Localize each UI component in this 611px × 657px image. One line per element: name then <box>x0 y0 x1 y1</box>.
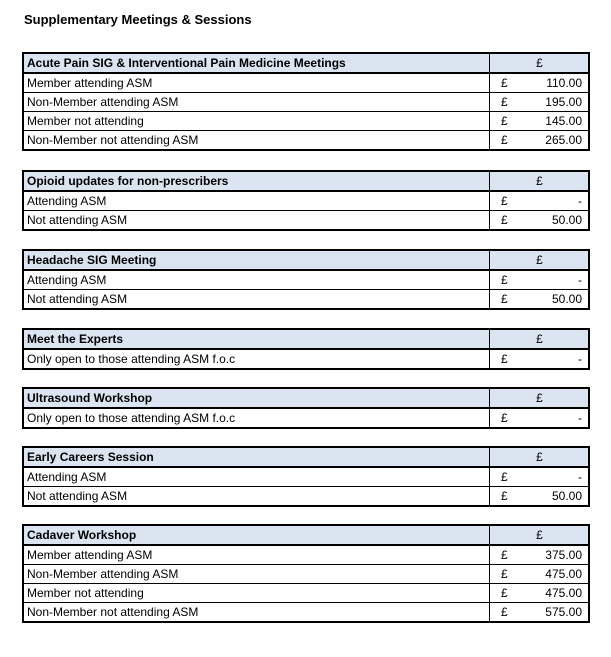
currency-symbol: £ <box>501 194 508 208</box>
fee-label: Non-Member not attending ASM <box>23 131 490 151</box>
currency-symbol: £ <box>501 133 508 147</box>
section-header-row <box>23 447 589 467</box>
fee-label: Not attending ASM <box>23 290 490 310</box>
currency-symbol: £ <box>501 489 508 503</box>
fee-table <box>22 249 590 310</box>
fee-table <box>22 524 590 623</box>
fee-amount: 575.00 <box>545 605 582 619</box>
fee-label: Only open to those attending ASM f.o.c <box>23 408 490 428</box>
fee-amount: 50.00 <box>551 489 582 503</box>
fee-price-cell <box>490 603 590 623</box>
currency-symbol: £ <box>501 292 508 306</box>
section-heading: Acute Pain SIG & Interventional Pain Medicine Meetings <box>23 53 490 73</box>
currency-header: £ <box>490 250 590 270</box>
fee-price-cell <box>490 584 590 603</box>
fee-label: Attending ASM <box>23 467 490 487</box>
section-heading: Meet the Experts <box>23 329 490 349</box>
fee-amount: - <box>578 352 582 366</box>
section-header-row <box>23 250 589 270</box>
fee-price-cell <box>490 487 590 507</box>
currency-symbol: £ <box>501 76 508 90</box>
fee-amount: 375.00 <box>545 548 582 562</box>
fee-row <box>23 487 589 507</box>
section-header-row <box>23 53 589 73</box>
fee-row <box>23 467 589 487</box>
fee-price-cell <box>490 73 590 93</box>
currency-symbol: £ <box>501 352 508 366</box>
fee-amount: - <box>578 194 582 208</box>
fee-label: Non-Member attending ASM <box>23 565 490 584</box>
section-heading: Cadaver Workshop <box>23 525 490 545</box>
fee-price-cell <box>490 565 590 584</box>
currency-symbol: £ <box>501 567 508 581</box>
fee-price-cell <box>490 131 590 151</box>
currency-header: £ <box>490 329 590 349</box>
fee-price-cell <box>490 408 590 428</box>
fee-amount: 265.00 <box>545 133 582 147</box>
fee-table <box>22 328 590 370</box>
section-heading: Early Careers Session <box>23 447 490 467</box>
fee-amount: - <box>578 411 582 425</box>
fee-table <box>22 170 590 231</box>
section-heading: Ultrasound Workshop <box>23 388 490 408</box>
fee-price-cell <box>490 211 590 231</box>
section-heading: Opioid updates for non-prescribers <box>23 171 490 191</box>
fee-row <box>23 603 589 623</box>
fee-row <box>23 270 589 290</box>
fee-amount: 50.00 <box>551 292 582 306</box>
currency-symbol: £ <box>501 273 508 287</box>
fee-row <box>23 211 589 231</box>
currency-header: £ <box>490 388 590 408</box>
fee-table <box>22 52 590 151</box>
currency-symbol: £ <box>501 548 508 562</box>
fee-label: Non-Member not attending ASM <box>23 603 490 623</box>
fee-price-cell <box>490 290 590 310</box>
currency-symbol: £ <box>501 114 508 128</box>
fee-label: Member not attending <box>23 112 490 131</box>
fee-amount: 195.00 <box>545 95 582 109</box>
currency-symbol: £ <box>501 470 508 484</box>
fee-label: Non-Member attending ASM <box>23 93 490 112</box>
fee-amount: 110.00 <box>546 76 582 90</box>
currency-header: £ <box>490 171 590 191</box>
fee-table <box>22 446 590 507</box>
page-title: Supplementary Meetings & Sessions <box>24 12 252 27</box>
currency-symbol: £ <box>501 213 508 227</box>
currency-symbol: £ <box>501 586 508 600</box>
fee-row <box>23 584 589 603</box>
fee-amount: 475.00 <box>545 586 582 600</box>
section-header-row <box>23 388 589 408</box>
currency-header: £ <box>490 447 590 467</box>
currency-symbol: £ <box>501 411 508 425</box>
section-header-row <box>23 525 589 545</box>
fee-row <box>23 545 589 565</box>
fee-row <box>23 408 589 428</box>
fee-price-cell <box>490 349 590 369</box>
fee-label: Member attending ASM <box>23 73 490 93</box>
currency-symbol: £ <box>501 95 508 109</box>
fee-table <box>22 387 590 429</box>
fee-label: Member not attending <box>23 584 490 603</box>
currency-header: £ <box>490 525 590 545</box>
fee-label: Attending ASM <box>23 270 490 290</box>
fee-price-cell <box>490 112 590 131</box>
currency-symbol: £ <box>501 605 508 619</box>
fee-amount: 50.00 <box>551 213 582 227</box>
currency-header: £ <box>490 53 590 73</box>
section-heading: Headache SIG Meeting <box>23 250 490 270</box>
fee-amount: 475.00 <box>545 567 582 581</box>
fee-row <box>23 349 589 369</box>
fee-label: Member attending ASM <box>23 545 490 565</box>
fee-row <box>23 565 589 584</box>
fee-row <box>23 131 589 151</box>
fee-row <box>23 112 589 131</box>
fee-row <box>23 191 589 211</box>
fee-amount: - <box>578 273 582 287</box>
section-header-row <box>23 329 589 349</box>
fee-price-cell <box>490 467 590 487</box>
fee-row <box>23 290 589 310</box>
section-header-row <box>23 171 589 191</box>
fee-row <box>23 73 589 93</box>
fee-amount: - <box>578 470 582 484</box>
fee-price-cell <box>490 545 590 565</box>
fee-label: Not attending ASM <box>23 487 490 507</box>
fee-label: Attending ASM <box>23 191 490 211</box>
fee-row <box>23 93 589 112</box>
fee-label: Only open to those attending ASM f.o.c <box>23 349 490 369</box>
fee-price-cell <box>490 270 590 290</box>
fee-price-cell <box>490 191 590 211</box>
fee-price-cell <box>490 93 590 112</box>
fee-amount: 145.00 <box>545 114 582 128</box>
fee-label: Not attending ASM <box>23 211 490 231</box>
